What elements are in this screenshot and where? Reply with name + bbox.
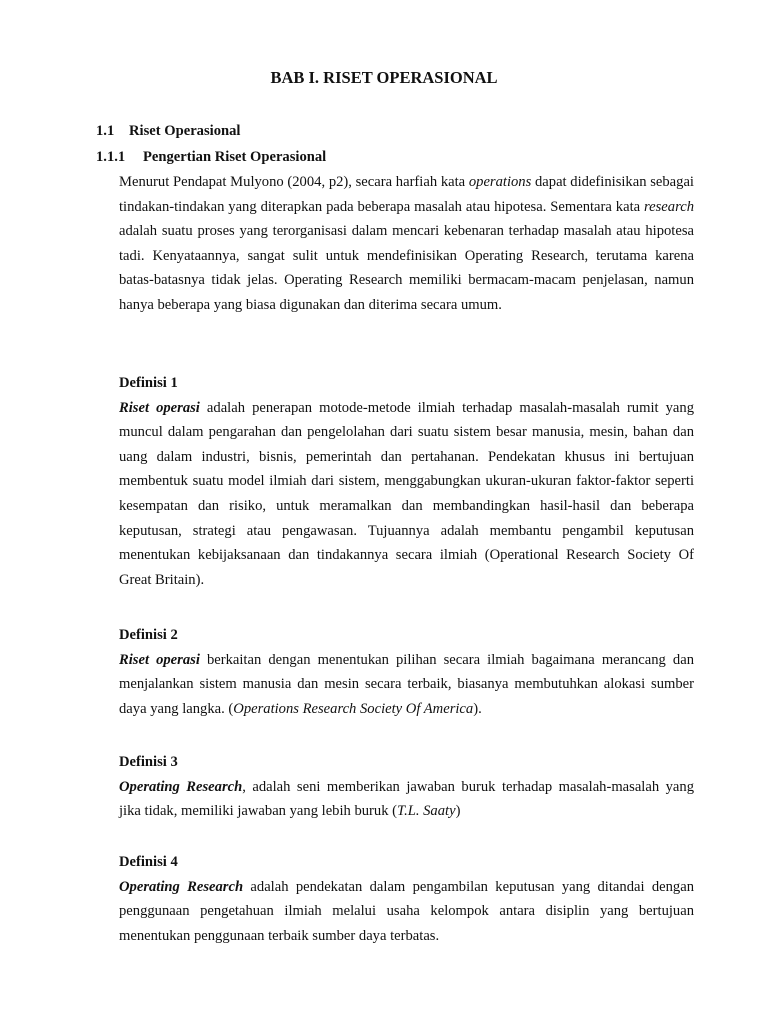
section-number: 1.1 [96, 123, 115, 139]
definition-source: Operations Research Society Of America [233, 700, 474, 717]
definition-4 [119, 850, 694, 948]
section-title: Riset Operasional [129, 123, 241, 139]
subsection-number: 1.1.1 [96, 149, 126, 165]
definition-body [119, 396, 694, 593]
definition-text: berkaitan dengan menentukan pilihan secara ilmiah bagaimana merancang dan menjalankan sistem manusia dan mesin secara terbaik, biasanya membutuhkan alokasi sumber daya yang langka. ( [119, 651, 694, 717]
subsection-title: Pengertian Riset Operasional [143, 149, 327, 165]
intro-text-3: adalah suatu proses yang terorganisasi dalam mencari kebenaran terhadap masalah atau hipotesa tadi. Kenyataannya, sangat sulit untuk mendefinisikan Operating Research, terutama karena batas-batasnya tidak jelas. Operating Research memiliki bermacam-macam penjelasan, namun hanya beberapa yang biasa digunakan dan diterima secara umum. [119, 223, 694, 313]
definition-3 [119, 750, 694, 824]
definition-source: T.L. Saaty [397, 803, 456, 820]
definition-text: adalah pendekatan dalam pengambilan keputusan yang ditandai dengan penggunaan pengetahuan ilmiah melalui usaha kelompok antara disiplin yang bertujuan menentukan penggunaan terbaik sumber daya terbatas. [119, 878, 694, 944]
definition-body [119, 775, 694, 824]
term-research: research [644, 198, 694, 215]
definition-text: adalah penerapan motode-metode ilmiah terhadap masalah-masalah rumit yang muncul dalam pengarahan dan pengelolahan dari suatu sistem besar manusia, mesin, bahan dan uang dalam industri, bisnis, pemerintah dan pertahanan. Pendekatan khusus ini bertujuan membentuk suatu model ilmiah dari sistem, menggabungkan ukuran-ukuran faktor-faktor seperti kesempatan dan risiko, untuk meramalkan dan membandingkan hasil-hasil dan beberapa keputusan, strategi atau pengawasan. Tujuannya adalah membantu pengambil keputusan menentukan kebijaksanaan dan tindakannya secara ilmiah (Operational Research Society Of Great Britain). [119, 399, 694, 588]
intro-text-2: dapat didefinisikan sebagai tindakan-tindakan yang diterapkan pada beberapa masalah atau hipotesa. Sementara kata [119, 174, 694, 215]
definition-1 [119, 371, 694, 592]
section-heading-1-1 [96, 123, 240, 140]
definition-term: Operating Research [119, 878, 244, 895]
term-operations: operations [468, 174, 532, 190]
definition-text: , adalah seni memberikan jawaban buruk terhadap masalah-masalah yang jika tidak, memiliki jawaban yang lebih buruk ( [119, 778, 694, 820]
definition-term: Operating Research [119, 778, 243, 795]
definition-term: Riset operasi [119, 651, 200, 668]
definition-body [119, 648, 694, 722]
definition-title: Definisi 1 [119, 375, 178, 391]
definition-tail: ) [455, 803, 461, 820]
section-heading-1-1-1 [96, 149, 326, 166]
definition-title: Definisi 2 [119, 627, 178, 643]
intro-paragraph [119, 170, 694, 318]
chapter-title: BAB I. RISET OPERASIONAL [270, 68, 498, 87]
definition-2 [119, 623, 694, 721]
intro-text-1: Menurut Pendapat Mulyono (2004, p2), secara harfiah kata [119, 174, 469, 190]
definition-term: Riset operasi [119, 399, 200, 416]
definition-title: Definisi 4 [119, 854, 178, 870]
definition-tail: ). [473, 700, 482, 717]
definition-title: Definisi 3 [119, 754, 178, 770]
definition-body [119, 875, 694, 949]
